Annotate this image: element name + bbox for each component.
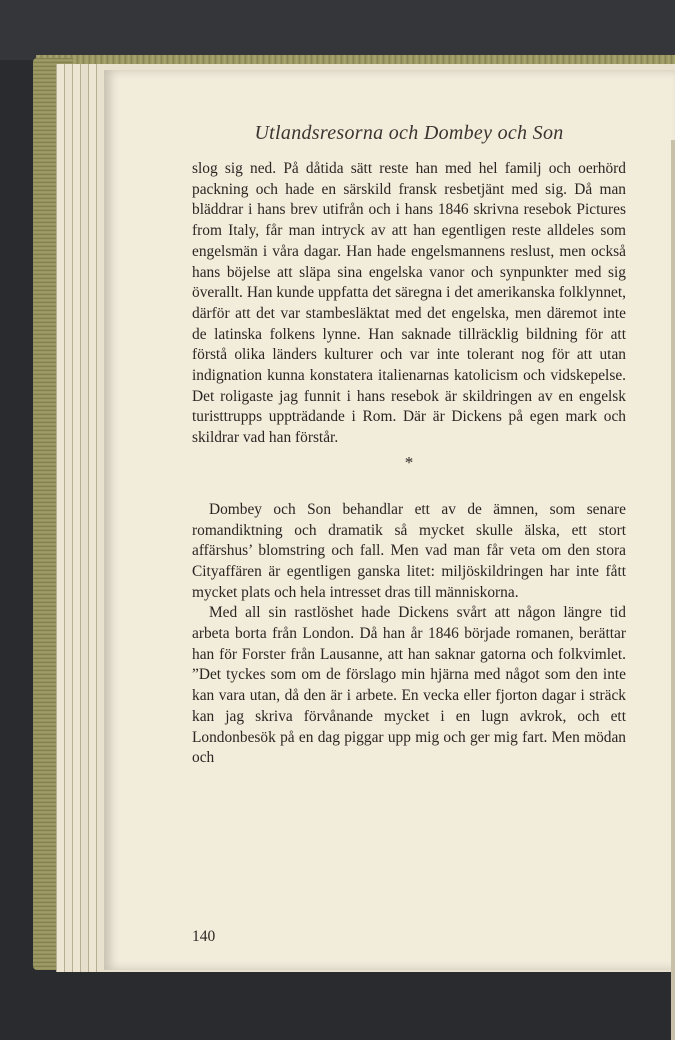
page-content: [192, 122, 626, 945]
background-top: [0, 0, 675, 60]
section-break-mark: *: [404, 452, 414, 472]
paragraph: Med all sin rastlöshet hade Dickens svårt att någon längre tid arbeta borta från London. Då han år 1846 började romanen, berättar han för Forster från Lausanne, att han saknar gatorna och folkvimlet. ”Det tyckes som om de förslago min hjärna med något som den inte kan vara utan, då den är i arbete. En vecka eller fjorton dagar i sträck kan jag skriva förvånande mycket i en lugn avkrok, och ett Londonbesök på en dag piggar upp mig och ger mig fart. Men mödan och: [192, 604, 626, 767]
book-page: [104, 70, 675, 970]
page-right-edge: [671, 140, 675, 1040]
paragraph: Dombey och Son behandlar ett av de ämnen, som senare romandiktning och dramatik så mycket skulle älska, ett stort affärshus’ blomstring och fall. Men vad man får veta om den stora Cityaffären är egentligen ganska litet: miljöskildringen har inte fått mycket plats och hela intresset dras till människorna.: [192, 500, 626, 601]
section-gap: [192, 476, 626, 500]
page-number: 140: [192, 928, 216, 945]
paragraph: slog sig ned. På dåtida sätt reste han med hel familj och oerhörd packning och hade en särskild fransk resbetjänt med sig. Då man bläddrar i hans brev utifrån och i hans 1846 skrivna resebok Pictures from Italy, får man intryck av att han egentligen reste alldeles som engelsmän i våra dagar. Han hade engelsmannens reslust, men också hans böjelse att släpa sina engelska vanor och synpunkter med sig överallt. Han kunde uppfatta det säregna i det amerikanska folklynnet, därför att det var stambesläktat med det engelska, men däremot inte de latinska folkens lynne. Han saknade tillräcklig bildning för att förstå olika länders kulturer och var inte tolerant nog för att utan indignation kunna konstatera italienarnas katolicism och vidskepelse. Det roligaste jag funnit i hans resebok är skildringen av en engelsk turisttrupps uppträdande i Rom. Där är Dickens på egen mark och skildrar vad han förstår.: [192, 160, 626, 447]
running-head: Utlandsresorna och Dombey och Son: [254, 122, 564, 144]
body-text: [192, 159, 626, 769]
